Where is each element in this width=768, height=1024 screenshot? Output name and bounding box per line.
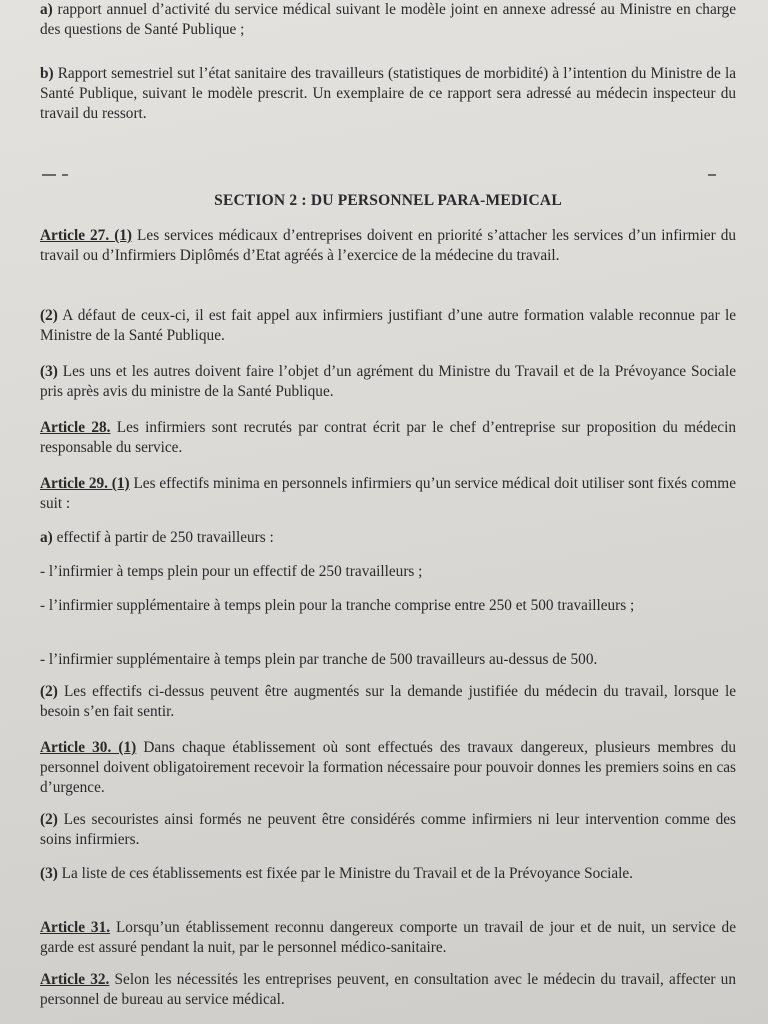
article-27-heading: Article 27. (1) (40, 227, 133, 244)
item-label: b) (40, 65, 54, 82)
paragraph-text: Les uns et les autres doivent faire l’objet d’un agrément du Ministre du Travail et de la Prévoyance Sociale pris après avis du ministre de la Santé Publique. (40, 363, 736, 400)
article-28-heading: Article 28. (40, 419, 111, 436)
article-30-paragraph-2 (40, 810, 736, 850)
paragraph-a-annual-report (40, 0, 736, 40)
item-label: (2) (40, 683, 58, 700)
paragraph-text: Dans chaque établissement où sont effectués des travaux dangereux, plusieurs membres du personnel doivent obligatoirement recevoir la formation nécessaire pour pouvoir donnes les premiers soins en cas d’urgence. (40, 739, 736, 796)
article-30-paragraph-1 (40, 738, 736, 798)
article-29-list-item-3: - l’infirmier supplémentaire à temps plein par tranche de 500 travailleurs au-dessus de 500. (40, 651, 598, 668)
item-label: (2) (40, 811, 58, 828)
item-label: a) (40, 1, 53, 18)
paragraph-text: La liste de ces établissements est fixée par le Ministre du Travail et de la Prévoyance Sociale. (57, 865, 634, 882)
article-30-paragraph-3 (40, 864, 736, 884)
item-label: (3) (40, 865, 58, 882)
item-label: (2) (40, 307, 58, 324)
paragraph-text: Les effectifs ci-dessus peuvent être augmentés sur la demande justifiée du médecin du travail, lorsque le besoin s’en fait sentir. (40, 683, 736, 720)
item-label: (3) (40, 363, 58, 380)
paragraph-text: rapport annuel d’activité du service médical suivant le modèle joint en annexe adressé au Ministre en charge des questions de Santé Publique ; (40, 1, 736, 38)
article-29-item-a (40, 528, 736, 548)
item-label: a) (40, 529, 53, 546)
article-29-heading: Article 29. (1) (40, 475, 130, 492)
paragraph-text: Rapport semestriel sut l’état sanitaire des travailleurs (statistiques de morbidité) à l’intention du Ministre de la Santé Publique, suivant le modèle prescrit. Un exemplaire de ce rapport sera adressé au médecin inspecteur du travail du ressort. (40, 65, 736, 122)
paragraph-text: Lorsqu’un établissement reconnu dangereux comporte un travail de jour et de nuit, un service de garde est assuré pendant la nuit, par le personnel médico-sanitaire. (40, 919, 736, 956)
paragraph-text: Les infirmiers sont recrutés par contrat écrit par le chef d’entreprise sur proposition du médecin responsable du service. (40, 419, 736, 456)
article-31-heading: Article 31. (40, 919, 111, 936)
article-32-heading: Article 32. (40, 971, 110, 988)
paragraph-text: Les services médicaux d’entreprises doivent en priorité s’attacher les services d’un infirmier du travail ou d’Infirmiers Diplômés d’Etat agréés à l’exercice de la médecine du travail. (40, 227, 736, 264)
article-27-paragraph-1 (40, 226, 736, 266)
article-30-heading: Article 30. (1) (40, 739, 137, 756)
article-29-list-item-1: - l’infirmier à temps plein pour un effectif de 250 travailleurs ; (40, 563, 423, 580)
paragraph-b-semester-report (40, 64, 736, 124)
article-31 (40, 918, 736, 958)
article-29-list-item-2: - l’infirmier supplémentaire à temps plein pour la tranche comprise entre 250 et 500 travailleurs ; (40, 597, 635, 614)
article-29-paragraph-1 (40, 474, 736, 514)
paragraph-text: Selon les nécessités les entreprises peuvent, en consultation avec le médecin du travail, affecter un personnel de bureau au service médical. (40, 971, 736, 1008)
paragraph-text: Les secouristes ainsi formés ne peuvent être considérés comme infirmiers ni leur intervention comme des soins infirmiers. (40, 811, 736, 848)
article-27-paragraph-2 (40, 306, 736, 346)
article-27-paragraph-3 (40, 362, 736, 402)
article-32 (40, 970, 736, 1010)
article-28 (40, 418, 736, 458)
scan-dash-marks (40, 172, 736, 178)
section-title: SECTION 2 : DU PERSONNEL PARA-MEDICAL (214, 192, 562, 209)
paragraph-text: effectif à partir de 250 travailleurs : (52, 529, 274, 546)
paragraph-text: A défaut de ceux-ci, il est fait appel aux infirmiers justifiant d’une autre formation valable reconnue par le Ministre de la Santé Publique. (40, 307, 736, 344)
paragraph-text: Les effectifs minima en personnels infirmiers qu’un service médical doit utiliser sont fixés comme suit : (40, 475, 736, 512)
article-29-paragraph-2 (40, 682, 736, 722)
